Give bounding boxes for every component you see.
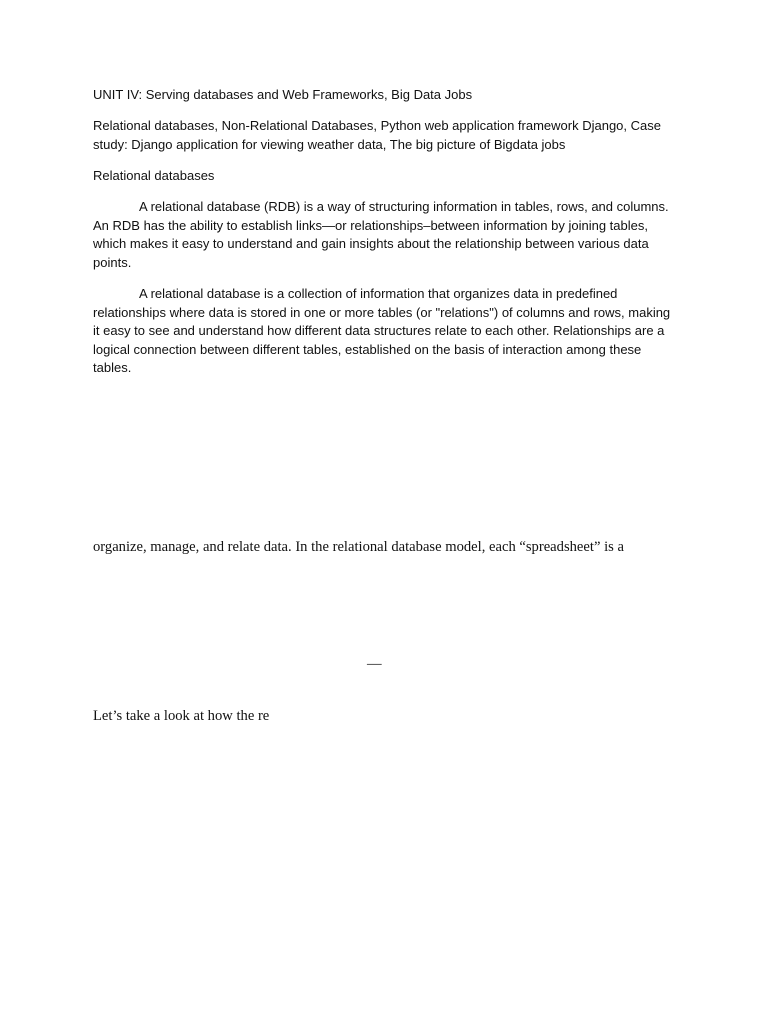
section-heading: Relational databases [93, 168, 215, 183]
paragraph: A relational database (RDB) is a way of structuring information in tables, rows, and columns. An RDB has the ability to establish links—or relationships–between information by joining tables, which makes it easy to understand and gain insights about the relationship between various data points. [93, 199, 669, 270]
dash-fragment: — [367, 656, 382, 672]
paragraph: A relational database is a collection of information that organizes data in predefined relationships where data is stored in one or more tables (or "relations") of columns and rows, making it easy to see and understand how different data structures relate to each other. Relationships are a logical connection between different tables, established on the basis of interaction among these tables. [93, 286, 671, 376]
fragment-line: Let’s take a look at how the re [93, 708, 270, 724]
unit-title: UNIT IV: Serving databases and Web Frameworks, Big Data Jobs [93, 87, 473, 102]
fragment-line: organize, manage, and relate data. In the relational database model, each “spreadsheet” is a [93, 539, 624, 555]
topics-list: Relational databases, Non-Relational Databases, Python web application framework Django, Case study: Django application for viewing weather data, The big picture of Bigdata jobs [93, 118, 661, 152]
